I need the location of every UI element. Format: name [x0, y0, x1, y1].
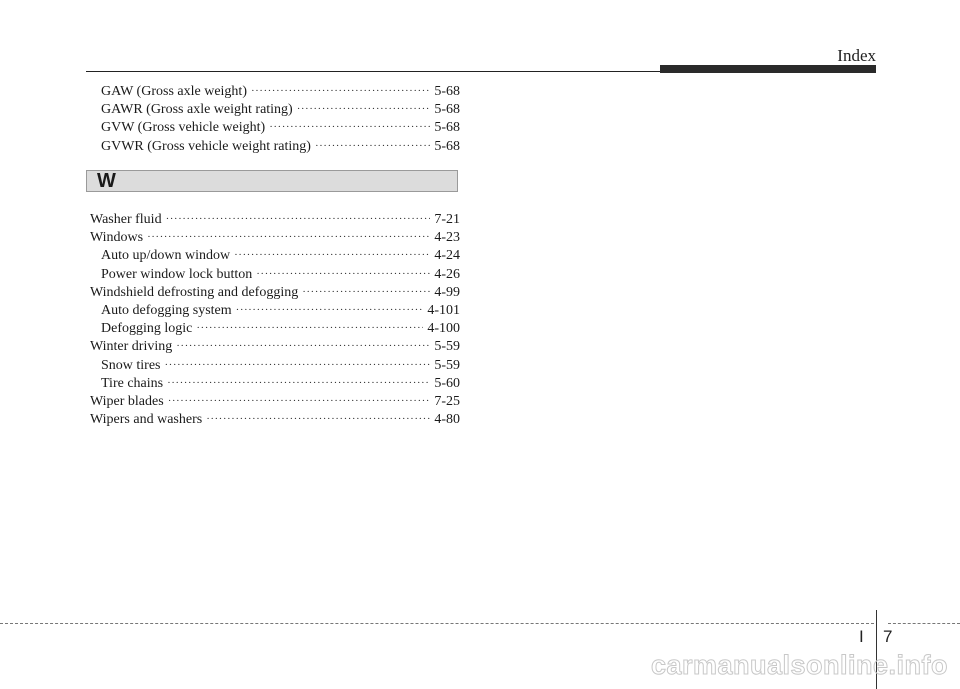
index-entry-label: Windows: [90, 230, 144, 246]
index-entry-label: Tire chains: [101, 375, 164, 391]
index-entry-label: Auto defogging system: [101, 302, 232, 318]
index-entry-page: 7-25: [434, 393, 460, 409]
footer-page-number: 7: [883, 627, 893, 646]
index-entry-page: 5-68: [434, 138, 460, 154]
index-entry[interactable]: [90, 320, 460, 338]
index-entry-label: Defogging logic: [101, 321, 193, 337]
index-entry[interactable]: [90, 119, 460, 137]
dot-leader: [176, 337, 430, 355]
index-entry-label: GAWR (Gross axle weight rating): [101, 102, 293, 118]
index-entry-label: GVW (Gross vehicle weight): [101, 120, 266, 136]
index-entry-label: GAW (Gross axle weight): [101, 84, 247, 99]
index-entry-label: Auto up/down window: [101, 248, 231, 264]
index-entry[interactable]: [90, 338, 460, 356]
index-entry-page: 4-100: [427, 321, 460, 337]
index-entry-label: Wiper blades: [90, 393, 164, 409]
dot-leader: [302, 283, 430, 301]
dot-leader: [234, 246, 430, 264]
dot-leader: [236, 301, 424, 319]
index-entry-label: Power window lock button: [101, 266, 253, 282]
watermark: carmanualsonline.info: [650, 650, 948, 680]
index-entry-page: 5-68: [434, 102, 460, 118]
index-entry-page: 4-80: [434, 412, 460, 428]
dot-leader: [168, 392, 431, 410]
index-entry-label: Wipers and washers: [90, 412, 203, 428]
index-entry-label: Windshield defrosting and defogging: [90, 284, 299, 300]
dot-leader: [165, 356, 431, 374]
index-entry-page: 5-68: [434, 84, 460, 99]
index-entry-page: 4-24: [434, 248, 460, 264]
footer-section-label: I: [859, 627, 864, 646]
index-entry[interactable]: [90, 411, 460, 429]
dot-leader: [251, 82, 430, 100]
index-entry-page: 4-99: [434, 284, 460, 300]
index-entry-label: Winter driving: [90, 339, 173, 355]
index-entry[interactable]: [90, 83, 460, 101]
index-entry-page: 4-101: [427, 302, 460, 318]
index-entry[interactable]: [90, 266, 460, 284]
index-entry-page: 5-59: [434, 339, 460, 355]
header-bar: [660, 65, 876, 73]
index-entry-page: 7-21: [434, 212, 460, 227]
dot-leader: [315, 137, 430, 155]
dot-leader: [166, 210, 431, 228]
index-entry[interactable]: [90, 138, 460, 156]
dot-leader: [167, 374, 430, 392]
index-entry-label: Washer fluid: [90, 212, 162, 227]
dot-leader: [269, 118, 430, 136]
index-list-top: [90, 83, 460, 156]
index-entry[interactable]: [90, 284, 460, 302]
index-entry[interactable]: [90, 393, 460, 411]
index-entry-label: GVWR (Gross vehicle weight rating): [101, 138, 311, 154]
index-entry[interactable]: [90, 101, 460, 119]
dot-leader: [196, 319, 423, 337]
dot-leader: [147, 228, 430, 246]
footer-rule-left: [0, 623, 874, 624]
index-entry-page: 4-26: [434, 266, 460, 282]
page-header-title: Index: [837, 46, 876, 65]
header-rule: [86, 71, 660, 72]
index-entry-page: 5-59: [434, 357, 460, 373]
dot-leader: [256, 265, 430, 283]
index-entry-page: 4-23: [434, 230, 460, 246]
index-entry[interactable]: [90, 302, 460, 320]
index-list-w: [90, 211, 460, 429]
index-entry[interactable]: [90, 247, 460, 265]
index-entry-page: 5-60: [434, 375, 460, 391]
index-entry-label: Snow tires: [101, 357, 161, 373]
dot-leader: [206, 410, 430, 428]
index-entry[interactable]: [90, 229, 460, 247]
index-entry-page: 5-68: [434, 120, 460, 136]
dot-leader: [297, 100, 431, 118]
index-entry[interactable]: [90, 375, 460, 393]
section-letter: W: [97, 170, 116, 192]
section-header-w: [86, 170, 458, 192]
footer-rule-right: [888, 623, 960, 624]
index-entry[interactable]: [90, 357, 460, 375]
index-entry[interactable]: [90, 211, 460, 229]
